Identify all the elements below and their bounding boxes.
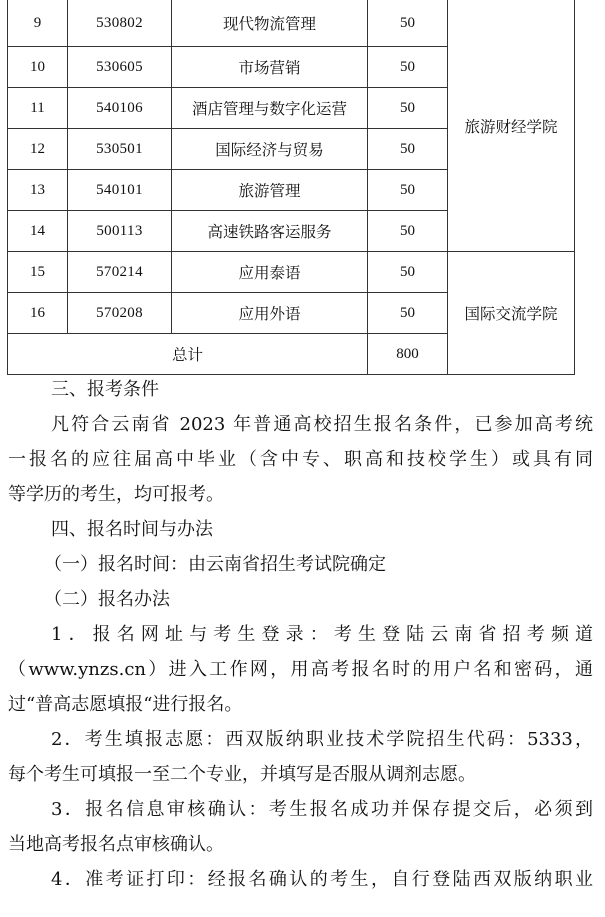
major-code: 540106 [68,88,172,129]
section-heading: 三、报考条件 [51,379,159,400]
college-name: 旅游财经学院 [448,0,575,252]
paragraph-line: 每个考生可填报一至二个专业，并填写是否服从调剂志愿。 [8,764,476,785]
major-code: 570214 [68,252,172,293]
major-name: 旅游管理 [172,170,368,211]
row-number: 16 [8,293,68,334]
paragraph-line: 凡符合云南省 2023 年普通高校招生报名条件，已参加高考统 [51,414,593,435]
quota: 50 [368,0,448,47]
quota: 50 [368,88,448,129]
quota: 50 [368,293,448,334]
major-code: 530802 [68,0,172,47]
major-name: 国际经济与贸易 [172,129,368,170]
row-number: 13 [8,170,68,211]
major-name: 高速铁路客运服务 [172,211,368,252]
paragraph-line: 等学历的考生，均可报考。 [8,484,224,505]
row-number: 14 [8,211,68,252]
major-code: 530501 [68,129,172,170]
section-heading: 四、报名时间与办法 [51,519,213,540]
quota: 50 [368,170,448,211]
enrollment-plan-table [7,0,575,375]
quota: 50 [368,129,448,170]
major-code: 500113 [68,211,172,252]
quota: 50 [368,47,448,88]
table-row [8,252,575,293]
quota: 50 [368,211,448,252]
subsection-heading: （一）报名时间：由云南省招生考试院确定 [44,554,386,575]
major-name: 现代物流管理 [172,0,368,47]
document-body [8,372,593,897]
table-row [8,0,575,47]
major-name: 应用泰语 [172,252,368,293]
paragraph-line: 过“普高志愿填报“进行报名。 [8,694,243,715]
total-value: 800 [368,334,448,375]
major-name: 酒店管理与数字化运营 [172,88,368,129]
row-number: 9 [8,0,68,47]
total-label: 总计 [8,334,368,375]
paragraph-line: 1．报名网址与考生登录：考生登陆云南省招考频道 [51,624,593,645]
paragraph-line: 2．考生填报志愿：西双版纳职业技术学院招生代码：5333， [51,729,593,750]
row-number: 10 [8,47,68,88]
major-name: 市场营销 [172,47,368,88]
paragraph-line: 3．报名信息审核确认：考生报名成功并保存提交后，必须到 [51,799,593,820]
quota: 50 [368,252,448,293]
major-code: 530605 [68,47,172,88]
subsection-heading: （二）报名办法 [44,589,170,610]
paragraph-line: 当地高考报名点审核确认。 [8,834,224,855]
row-number: 12 [8,129,68,170]
row-number: 15 [8,252,68,293]
college-name: 国际交流学院 [448,252,575,375]
paragraph-line: 4．准考证打印：经报名确认的考生，自行登陆西双版纳职业 [51,869,593,890]
paragraph-line: （www.ynzs.cn）进入工作网，用高考报名时的用户名和密码，通 [8,659,593,680]
major-code: 570208 [68,293,172,334]
row-number: 11 [8,88,68,129]
paragraph-line: 一报名的应往届高中毕业（含中专、职高和技校学生）或具有同 [8,449,593,470]
major-name: 应用外语 [172,293,368,334]
major-code: 540101 [68,170,172,211]
